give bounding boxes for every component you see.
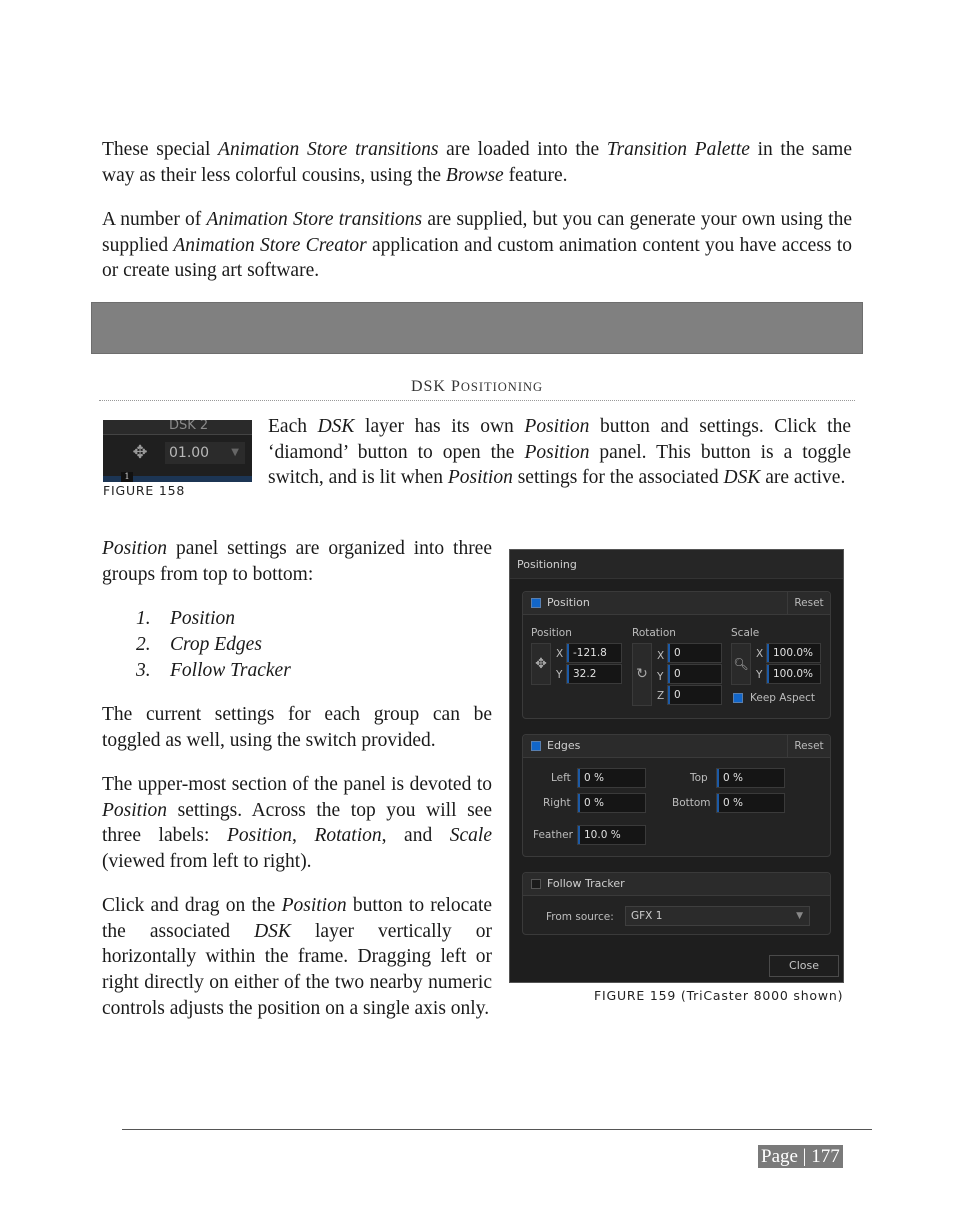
dsk-paragraph: Each DSK layer has its own Position button and settings. Click the ‘diamond’ button to open the Position panel. This button is a toggle switch, and is lit when Position settings for the associated DSK are active.: [268, 416, 852, 489]
list-item: 2. Crop Edges: [136, 634, 262, 655]
tracker-group-header: [523, 873, 830, 896]
section-banner: [91, 302, 863, 354]
dsk-label: DSK 2: [169, 420, 209, 433]
scale-x-label: X: [756, 648, 764, 660]
dsk-value-field[interactable]: 01.00 ▼: [165, 442, 245, 464]
follow-tracker-group: [522, 872, 831, 935]
dsk-tick: 1: [121, 472, 133, 482]
groups-list: [136, 606, 291, 684]
rotation-drag-button[interactable]: ↻: [632, 643, 652, 706]
page-number: Page | 177: [758, 1145, 843, 1168]
edges-group-label: Edges: [547, 739, 581, 752]
rot-x-label: X: [657, 650, 665, 662]
dropdown-arrow-icon: ▼: [231, 447, 239, 458]
groups-paragraph: Position panel settings are organized into three groups from top to bottom:: [102, 538, 492, 585]
rot-z-label: Z: [657, 690, 665, 702]
edge-bottom-field[interactable]: 0 %: [716, 793, 785, 813]
panel-title: Positioning: [517, 558, 577, 571]
edges-toggle-checkbox[interactable]: [531, 741, 541, 751]
intro-paragraph-2: A number of Animation Store transitions are supplied, but you can generate your own using the supplied Animation Store Creator application and custom animation content you have access to or create using art software.: [102, 209, 852, 282]
edge-left-label: Left: [551, 772, 571, 784]
list-item: 3. Follow Tracker: [136, 660, 291, 681]
edge-right-label: Right: [543, 797, 571, 809]
footer-rule: [122, 1129, 872, 1130]
edges-group-header: [523, 735, 830, 758]
diamond-position-icon[interactable]: ✥: [132, 442, 148, 463]
toggle-paragraph: The current settings for each group can be toggled as well, using the switch provided.: [102, 704, 492, 751]
feather-field[interactable]: 10.0 %: [577, 825, 646, 845]
col-scale-label: Scale: [731, 627, 760, 639]
figure-158-caption: FIGURE 158: [103, 483, 186, 498]
drag-paragraph: Click and drag on the Position button to relocate the associated DSK layer vertically or horizontally within the frame. Dragging left or right directly on either of the two nearby numeric controls adjusts the position on a single axis only.: [102, 895, 493, 1019]
rotation-z-field[interactable]: 0: [667, 685, 722, 705]
position-reset-button[interactable]: Reset: [787, 592, 830, 614]
section-heading: DSK POSITIONING: [99, 378, 855, 401]
intro-paragraph-1: These special Animation Store transitions are loaded into the Transition Palette in the same way as their less colorful cousins, using the Browse feature.: [102, 139, 852, 186]
scale-y-field[interactable]: 100.0%: [766, 664, 821, 684]
col-position-label: Position: [531, 627, 572, 639]
upper-section-paragraph: The upper-most section of the panel is devoted to Position settings. Across the top you will see three labels: Position, Rotation, and Scale (viewed from left to right).: [102, 774, 493, 873]
rotation-y-field[interactable]: 0: [667, 664, 722, 684]
edges-reset-button[interactable]: Reset: [787, 735, 830, 757]
scale-zoom-button[interactable]: 🔍︎: [731, 643, 751, 685]
position-group-label: Position: [547, 596, 590, 609]
keep-aspect-label: Keep Aspect: [750, 692, 815, 704]
follow-tracker-label: Follow Tracker: [547, 877, 625, 890]
position-y-field[interactable]: 32.2: [566, 664, 622, 684]
chevron-down-icon: ▼: [796, 911, 803, 921]
edge-right-field[interactable]: 0 %: [577, 793, 646, 813]
position-group: [522, 591, 831, 719]
edges-group: [522, 734, 831, 857]
feather-label: Feather: [533, 829, 573, 841]
scale-x-field[interactable]: 100.0%: [766, 643, 821, 663]
edge-bottom-label: Bottom: [672, 797, 711, 809]
rot-y-label: Y: [657, 671, 664, 683]
close-button[interactable]: Close: [769, 955, 839, 977]
scale-y-label: Y: [756, 669, 763, 681]
pos-x-label: X: [556, 648, 564, 660]
dsk-position-button-figure: [103, 420, 252, 482]
edge-left-field[interactable]: 0 %: [577, 768, 646, 788]
edge-top-label: Top: [690, 772, 708, 784]
position-x-field[interactable]: -121.8: [566, 643, 622, 663]
positioning-panel: [509, 549, 844, 983]
follow-tracker-checkbox[interactable]: [531, 879, 541, 889]
from-source-label: From source:: [546, 911, 614, 923]
edge-top-field[interactable]: 0 %: [716, 768, 785, 788]
keep-aspect-checkbox[interactable]: [733, 693, 743, 703]
col-rotation-label: Rotation: [632, 627, 676, 639]
position-group-header: [523, 592, 830, 615]
pos-y-label: Y: [556, 669, 563, 681]
position-toggle-checkbox[interactable]: [531, 598, 541, 608]
dsk-header: [103, 420, 252, 435]
from-source-select[interactable]: GFX 1 ▼: [625, 906, 810, 926]
list-item: 1. Position: [136, 608, 236, 629]
figure-159-caption: FIGURE 159 (TriCaster 8000 shown): [594, 988, 844, 1003]
rotation-x-field[interactable]: 0: [667, 643, 722, 663]
position-drag-button[interactable]: ✥: [531, 643, 551, 685]
